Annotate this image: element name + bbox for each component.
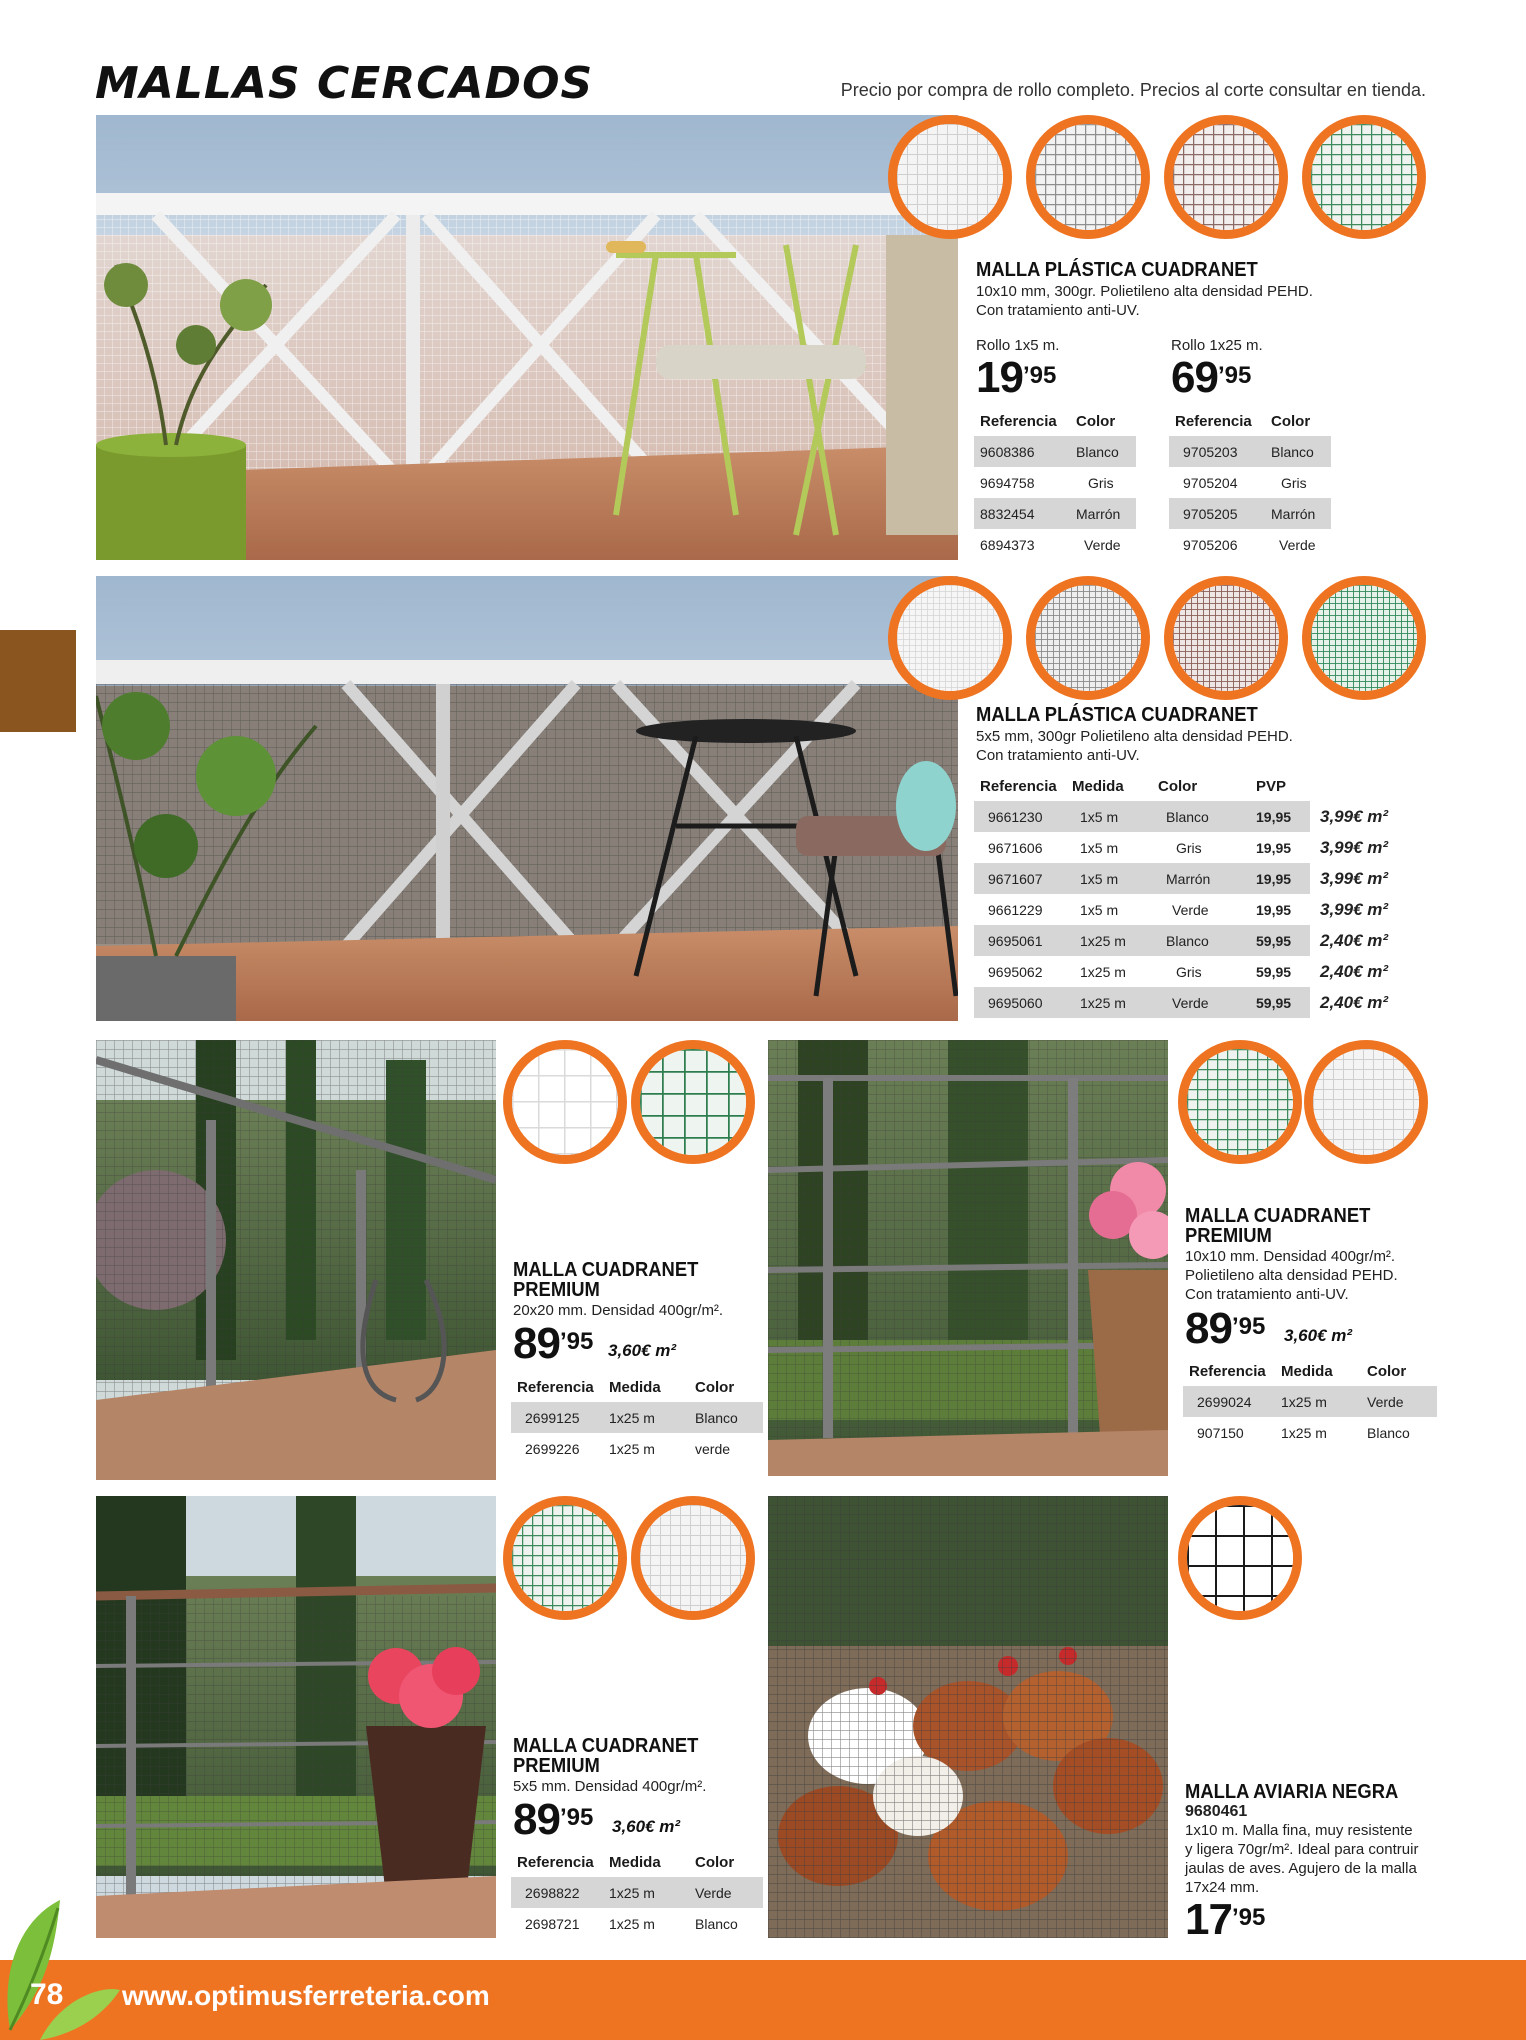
swatch-brown-mesh	[1164, 115, 1288, 239]
swatch-green-fine-mesh	[1302, 576, 1426, 700]
swatch-grey-mesh	[1026, 115, 1150, 239]
pricing-note: Precio por compra de rollo completo. Precios al corte consultar en tienda.	[840, 80, 1426, 100]
product-title: MALLA CUADRANET PREMIUM	[1185, 1205, 1371, 1247]
product-reference: 9680461	[1185, 1803, 1248, 1820]
product-title: MALLA PLÁSTICA CUADRANET	[976, 259, 1258, 281]
price: $89^{’95}$	[513, 1319, 594, 1368]
product-title: MALLA PLÁSTICA CUADRANET	[976, 704, 1258, 726]
roll-label: Rollo 1x25 m.	[1171, 337, 1263, 354]
product-title: MALLA CUADRANET PREMIUM	[513, 1735, 699, 1777]
reference-table: Referencia Medida Color 2699024 1x25 m Verde 907150 1x25 m Blanco	[1183, 1356, 1437, 1448]
product-description: 10x10 mm, 300gr. Polietileno alta densidad PEHD. Con tratamiento anti-UV.	[976, 283, 1313, 319]
section-tab	[0, 630, 76, 732]
unit-price: 3,60€ m²	[612, 1817, 681, 1836]
leaf-icon	[0, 1880, 120, 2040]
product-title: MALLA CUADRANET PREMIUM	[513, 1259, 699, 1301]
swatch-white-fine-mesh	[888, 576, 1012, 700]
product-description: 5x5 mm, 300gr Polietileno alta densidad PEHD. Con tratamiento anti-UV.	[976, 728, 1293, 764]
swatch-green-large-mesh	[631, 1040, 755, 1164]
swatch-white-mesh	[631, 1496, 755, 1620]
reference-table: Referencia Color 9705203 Blanco 9705204 Gris 9705205 Marrón 9705206 Verde	[1169, 406, 1331, 560]
swatch-white-mesh	[888, 115, 1012, 239]
swatch-white-large-mesh	[503, 1040, 627, 1164]
reference-table: Referencia Color 9608386 Blanco 9694758 Gris 8832454 Marrón 6894373 Verde	[974, 406, 1136, 560]
balcony-photo-grey-mesh	[96, 576, 958, 1021]
reference-table: Referencia Medida Color 2699125 1x25 m Blanco 2699226 1x25 m verde	[511, 1372, 763, 1464]
chickens-photo	[768, 1496, 1168, 1938]
reference-table: Referencia Medida Color PVP 9661230 1x5 m Blanco 19,95 3,99€ m² 9671606 1x5 m Gris 19,95 3,99€ m² 9671607 1x5 m Marrón 19,95 3,99€ m² 9661229 1x5 m Verde 19,95 3,99€ m² 9695061 1x25 m Blanco 59,95 2,40€ m² 9695062 1x25 m Gris 59,95 2,40€ m² 9695060 1x25 m Verde 59,95 2,40€ m²	[974, 771, 1410, 1018]
swatch-green-mesh	[1302, 115, 1426, 239]
swatch-grey-fine-mesh	[1026, 576, 1150, 700]
product-title: MALLA AVIARIA NEGRA	[1185, 1781, 1399, 1803]
swatch-black-net	[1178, 1496, 1302, 1620]
product-description: 5x5 mm. Densidad 400gr/m².	[513, 1778, 707, 1795]
garden-fence-flowers-photo	[768, 1040, 1168, 1476]
price: $19^{’95}$	[976, 353, 1057, 402]
reference-table: Referencia Medida Color 2698822 1x25 m Verde 2698721 1x25 m Blanco	[511, 1847, 763, 1939]
price: $17^{’95}$	[1185, 1895, 1266, 1944]
unit-price: 3,60€ m²	[1284, 1326, 1353, 1345]
roll-label: Rollo 1x5 m.	[976, 337, 1060, 354]
swatch-brown-fine-mesh	[1164, 576, 1288, 700]
product-description: 10x10 mm. Densidad 400gr/m². Polietileno alta densidad PEHD. Con tratamiento anti-UV.	[1185, 1248, 1398, 1303]
website-link[interactable]: www.optimusferreteria.com	[122, 1980, 490, 2011]
price: $69^{’95}$	[1171, 353, 1252, 402]
product-description: 20x20 mm. Densidad 400gr/m².	[513, 1302, 724, 1319]
page-number: 78	[30, 1978, 64, 2011]
terrace-flowers-photo	[96, 1496, 496, 1938]
price: $89^{’95}$	[513, 1795, 594, 1844]
page-title: MALLAS CERCADOS	[95, 58, 594, 109]
swatch-green-mesh	[1178, 1040, 1302, 1164]
balcony-photo-white-mesh	[96, 115, 958, 560]
garden-fence-photo	[96, 1040, 496, 1480]
unit-price: 3,60€ m²	[608, 1341, 677, 1360]
swatch-white-mesh	[1304, 1040, 1428, 1164]
price: $89^{’95}$	[1185, 1304, 1266, 1353]
product-description: 1x10 m. Malla fina, muy resistente y ligera 70gr/m². Ideal para contruir jaulas de aves. Agujero de la malla 17x24 mm.	[1185, 1822, 1419, 1896]
swatch-green-mesh	[503, 1496, 627, 1620]
